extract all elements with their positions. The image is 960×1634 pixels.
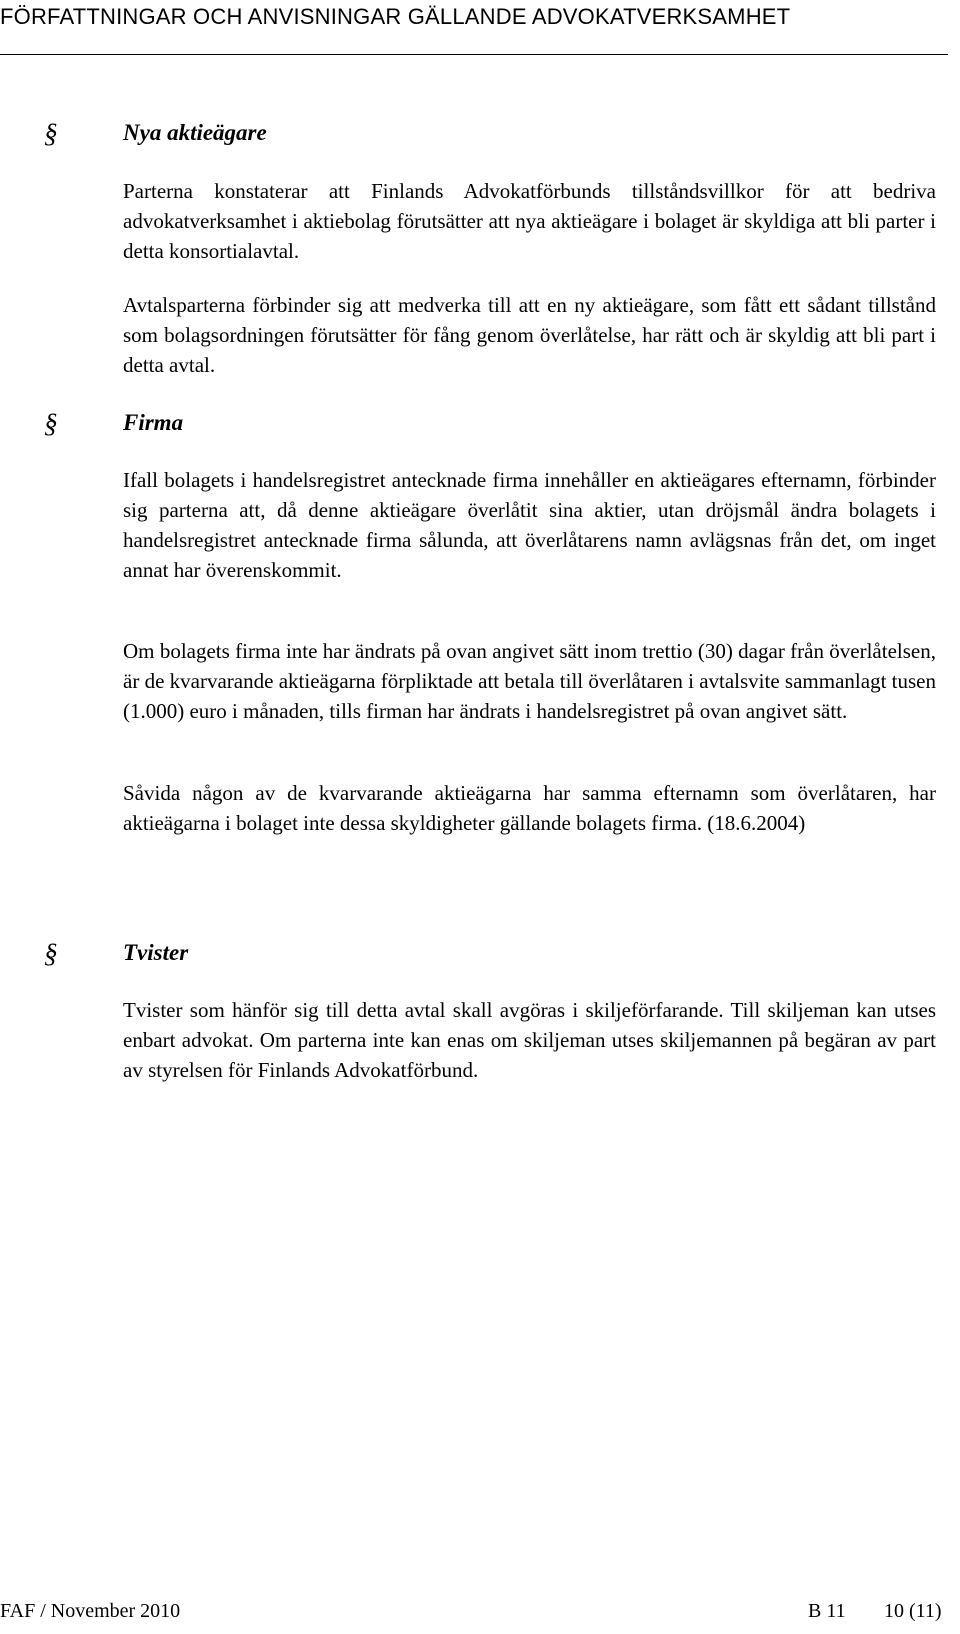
page-header: FÖRFATTNINGAR OCH ANVISNINGAR GÄLLANDE ADVOKATVERKSAMHET (0, 4, 791, 29)
paragraph: Avtalsparterna förbinder sig att medverka till att en ny aktieägare, som fått ett sådant tillstånd som bolagsordningen förutsätter för fång genom överlåtelse, har rätt och är skyldig att bli part i detta avtal. (123, 293, 936, 377)
section-symbol: § (44, 408, 58, 438)
section-symbol: § (44, 118, 58, 148)
footer-source: FAF / November 2010 (0, 1600, 181, 1622)
paragraph: Såvida någon av de kvarvarande aktieägarna har samma efternamn som överlåtaren, har aktieägarna i bolaget inte dessa skyldigheter gällande bolagets firma. (18.6.2004) (123, 781, 936, 835)
footer-page-number: 10 (11) (884, 1600, 942, 1622)
section-heading-firma: Firma (123, 410, 184, 435)
header-rule (0, 54, 948, 55)
section-heading-nya-aktieagare: Nya aktieägare (123, 120, 267, 145)
section-heading-tvister: Tvister (123, 940, 189, 965)
paragraph: Ifall bolagets i handelsregistret antecknade firma innehåller en aktieägares efternamn, förbinder sig parterna att, då denne aktieägare överlåtit sina aktier, utan dröjsmål ändra bolagets i handelsregistret antecknade firma sålunda, att överlåtarens namn avlägsnas från det, om inget annat har överenskommit. (123, 468, 936, 582)
section-symbol: § (44, 938, 58, 968)
paragraph: Parterna konstaterar att Finlands Advokatförbunds tillståndsvillkor för att bedriva advokatverksamhet i aktiebolag förutsätter att nya aktieägare i bolaget är skyldiga att bli parter i detta konsortialavtal. (123, 179, 936, 263)
footer-document-code: B 11 (808, 1600, 846, 1622)
paragraph: Om bolagets firma inte har ändrats på ovan angivet sätt inom trettio (30) dagar från överlåtelsen, är de kvarvarande aktieägarna förpliktade att betala till överlåtaren i avtalsvite sammanlagt tusen (1.000) euro i månaden, tills firman har ändrats i handelsregistret på ovan angivet sätt. (123, 639, 936, 723)
paragraph: Tvister som hänför sig till detta avtal skall avgöras i skiljeförfarande. Till skiljeman kan utses enbart advokat. Om parterna inte kan enas om skiljeman utses skiljemannen på begäran av part av styrelsen för Finlands Advokatförbund. (123, 998, 936, 1082)
